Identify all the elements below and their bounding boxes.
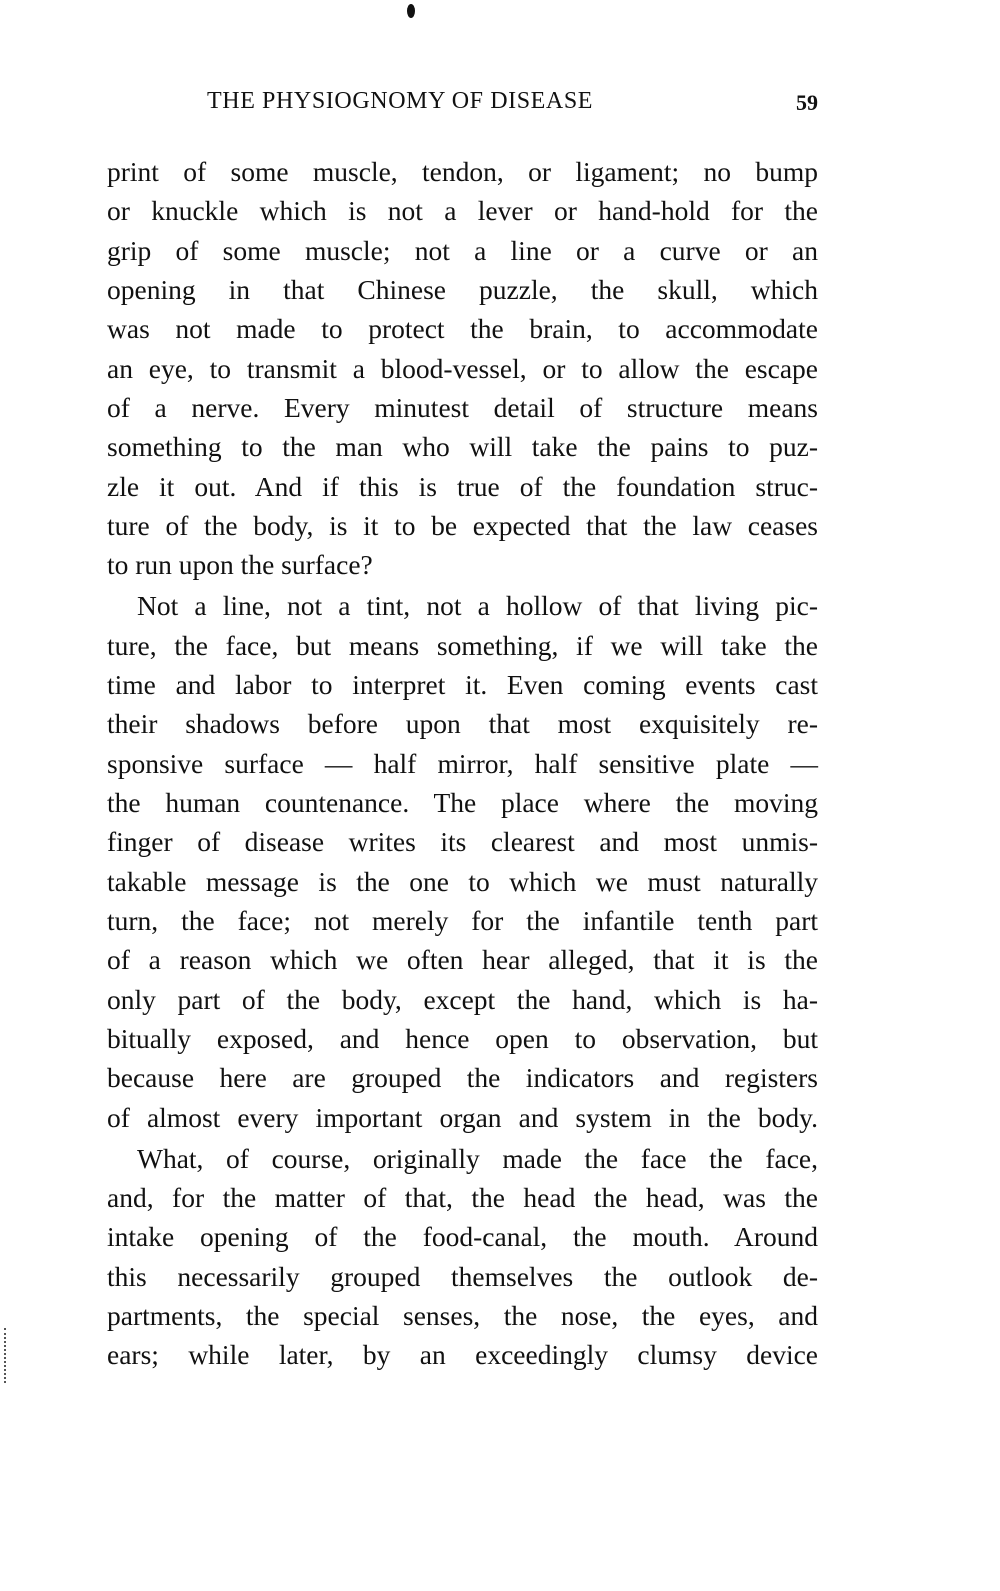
text-line: the human countenance. The place where the moving bbox=[107, 787, 818, 818]
text-line: opening in that Chinese puzzle, the skull, which bbox=[107, 274, 818, 306]
text-line: of almost every important organ and system in the body. bbox=[107, 1101, 818, 1133]
text-line: of a nerve. Every minutest detail of structure means bbox=[107, 392, 818, 424]
text-line: or knuckle which is not a lever or hand-hold for the bbox=[107, 195, 818, 227]
text-line: zle it out. And if this is true of the foundation struc- bbox=[107, 470, 818, 502]
paragraph bbox=[107, 152, 818, 585]
running-head bbox=[107, 88, 818, 124]
text-line: takable message is the one to which we must naturally bbox=[107, 865, 818, 897]
text-line: ears; while later, by an exceedingly clumsy device bbox=[107, 1339, 818, 1371]
text-line: of a reason which we often hear alleged, that it is the bbox=[107, 944, 818, 976]
body-text bbox=[107, 152, 818, 1375]
text-line: sponsive surface — half mirror, half sensitive plate — bbox=[107, 747, 818, 779]
text-line: because here are grouped the indicators and registers bbox=[107, 1062, 818, 1094]
text-line: ture of the body, is it to be expected that the law ceases bbox=[107, 510, 818, 542]
text-line: print of some muscle, tendon, or ligament; no bump bbox=[107, 156, 818, 187]
text-line: bitually exposed, and hence open to observation, but bbox=[107, 1023, 818, 1055]
running-title: THE PHYSIOGNOMY OF DISEASE bbox=[207, 88, 594, 114]
text-line: intake opening of the food-canal, the mouth. Around bbox=[107, 1221, 818, 1253]
text-line: this necessarily grouped themselves the outlook de- bbox=[107, 1260, 818, 1292]
text-line: was not made to protect the brain, to accommodate bbox=[107, 313, 818, 345]
text-line: What, of course, originally made the face the face, bbox=[137, 1142, 818, 1174]
text-line: something to the man who will take the pains to puz- bbox=[107, 431, 818, 463]
text-line: partments, the special senses, the nose, the eyes, and bbox=[107, 1299, 818, 1331]
text-line: time and labor to interpret it. Even coming events cast bbox=[107, 668, 818, 700]
ink-spot bbox=[407, 4, 415, 18]
text-line: and, for the matter of that, the head the head, was the bbox=[107, 1181, 818, 1213]
text-line: an eye, to transmit a blood-vessel, or to allow the escape bbox=[107, 352, 818, 384]
paragraph bbox=[107, 586, 818, 1137]
text-line: their shadows before upon that most exquisitely re- bbox=[107, 708, 818, 740]
text-line: Not a line, not a tint, not a hollow of that living pic- bbox=[137, 590, 818, 622]
text-line: grip of some muscle; not a line or a curve or an bbox=[107, 234, 818, 266]
text-line: turn, the face; not merely for the infantile tenth part bbox=[107, 905, 818, 937]
page-number: 59 bbox=[796, 90, 818, 115]
text-line: finger of disease writes its clearest and most unmis- bbox=[107, 826, 818, 858]
text-line: only part of the body, except the hand, which is ha- bbox=[107, 983, 818, 1015]
text-line: to run upon the surface? bbox=[107, 549, 373, 581]
paragraph bbox=[107, 1139, 818, 1375]
scan-edge-mark bbox=[4, 1328, 8, 1383]
text-line: ture, the face, but means something, if we will take the bbox=[107, 629, 818, 661]
